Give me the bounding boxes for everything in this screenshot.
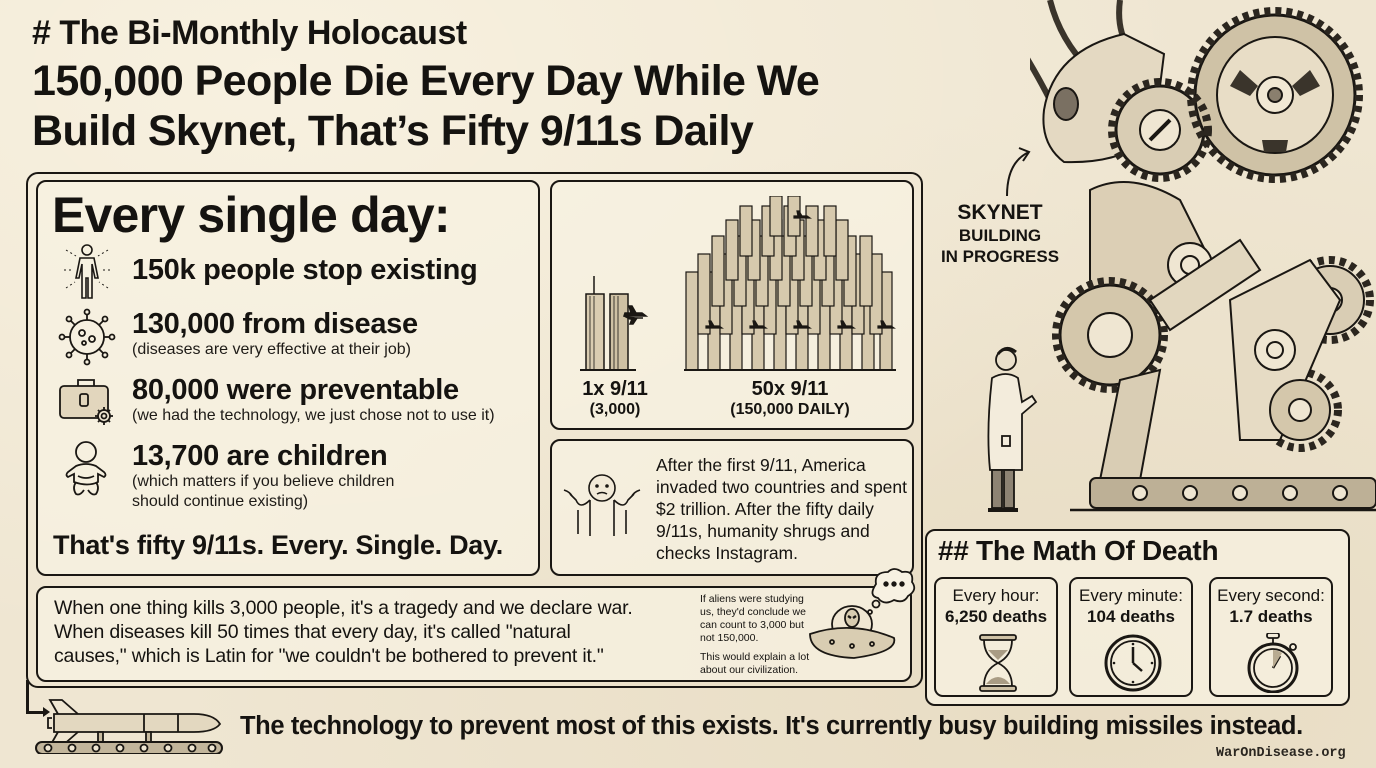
fifty-towers-label: 50x 9/11: [751, 378, 829, 400]
math-card-value: 1.7 deaths: [1229, 607, 1313, 626]
missile-on-conveyor-icon: [34, 690, 224, 754]
math-card-second: [1209, 577, 1333, 697]
math-card-value: 104 deaths: [1087, 607, 1175, 626]
alien-ufo-icon: [806, 566, 918, 676]
math-title: ## The Math Of Death: [938, 535, 1219, 566]
skynet-line-2: BUILDING: [958, 226, 1042, 245]
person-icon: [56, 240, 118, 302]
virus-icon: [56, 306, 118, 368]
stat-main: 150k people stop existing: [132, 254, 478, 286]
alien-aside-1: If aliens were studying us, they'd conclude we can count to 3,000 but not 150,000.: [700, 593, 806, 644]
clock-icon: [1071, 633, 1195, 693]
stat-main: 13,700 are children: [132, 440, 388, 472]
single-tower-label: 1x 9/11: [582, 378, 648, 400]
page-title: [32, 56, 932, 156]
scientist-figure-icon: [982, 346, 1046, 516]
footer-tagline: The technology to prevent most of this exists. It's currently busy building missiles instead.: [240, 712, 1303, 740]
shrug-person-icon: [556, 470, 648, 540]
stat-main: 130,000 from disease: [132, 308, 418, 340]
math-card-label: Every minute:: [1079, 586, 1183, 605]
headline-line-1: 150,000 People Die Every Day While We: [32, 57, 820, 105]
skynet-line-3: IN PROGRESS: [940, 247, 1060, 266]
stat-main: 80,000 were preventable: [132, 374, 459, 406]
stat-note: (we had the technology, we just chose not to use it): [132, 407, 495, 424]
headline-line-2: Build Skynet, That’s Fifty 9/11s Daily: [32, 107, 754, 155]
twin-towers-icon: [580, 276, 650, 372]
single-tower-sub: (3,000): [589, 401, 641, 418]
math-card-label: Every second:: [1217, 586, 1325, 605]
kicker-heading: # The Bi-Monthly Holocaust: [32, 14, 467, 52]
stat-item-disease: [56, 306, 536, 368]
daily-title: Every single day:: [52, 187, 450, 243]
alien-aside: [700, 593, 820, 683]
stopwatch-icon: [1211, 633, 1335, 693]
medkit-gear-icon: [56, 372, 118, 434]
quote-line-1: When one thing kills 3,000 people, it's a tragedy and we declare war.: [54, 597, 633, 619]
skynet-title: SKYNET: [957, 201, 1043, 224]
site-url[interactable]: WarOnDisease.org: [1216, 746, 1346, 761]
math-card-label: Every hour:: [952, 586, 1040, 605]
frame-connector: [26, 680, 29, 714]
fifty-towers-caption: [690, 378, 890, 420]
single-tower-caption: [560, 378, 670, 420]
alien-aside-2: This would explain a lot about our civilization.: [700, 651, 810, 676]
fifty-towers-sub: (150,000 DAILY): [730, 401, 850, 418]
stat-note: (which matters if you believe children: [132, 473, 395, 490]
math-card-value: 6,250 deaths: [944, 607, 1048, 626]
math-card-hour: [934, 577, 1058, 697]
stat-note: (diseases are very effective at their job): [132, 341, 411, 358]
stat-item-total: [56, 240, 536, 302]
baby-icon: [56, 438, 118, 500]
stat-item-children: [56, 438, 536, 512]
fifty-towers-icon: [684, 196, 896, 372]
stat-item-preventable: [56, 372, 536, 434]
daily-summary: That's fifty 9/11s. Every. Single. Day.: [53, 530, 503, 560]
math-card-minute: [1069, 577, 1193, 697]
quote-line-2: When diseases kill 50 times that every day, it's called "natural: [54, 621, 571, 643]
quote-line-3: causes," which is Latin for "we couldn't be bothered to prevent it.": [54, 645, 604, 667]
shrug-text: After the first 9/11, America invaded two countries and spent $2 trillion. After the fifty daily 9/11s, humanity shrugs and checks Instagram.: [656, 455, 907, 563]
hourglass-icon: [936, 633, 1060, 693]
curved-arrow-icon: [1003, 144, 1033, 198]
quote-text: [54, 596, 694, 668]
robot-skynet-illustration: [1030, 0, 1376, 520]
stat-note: should continue existing): [132, 493, 309, 510]
